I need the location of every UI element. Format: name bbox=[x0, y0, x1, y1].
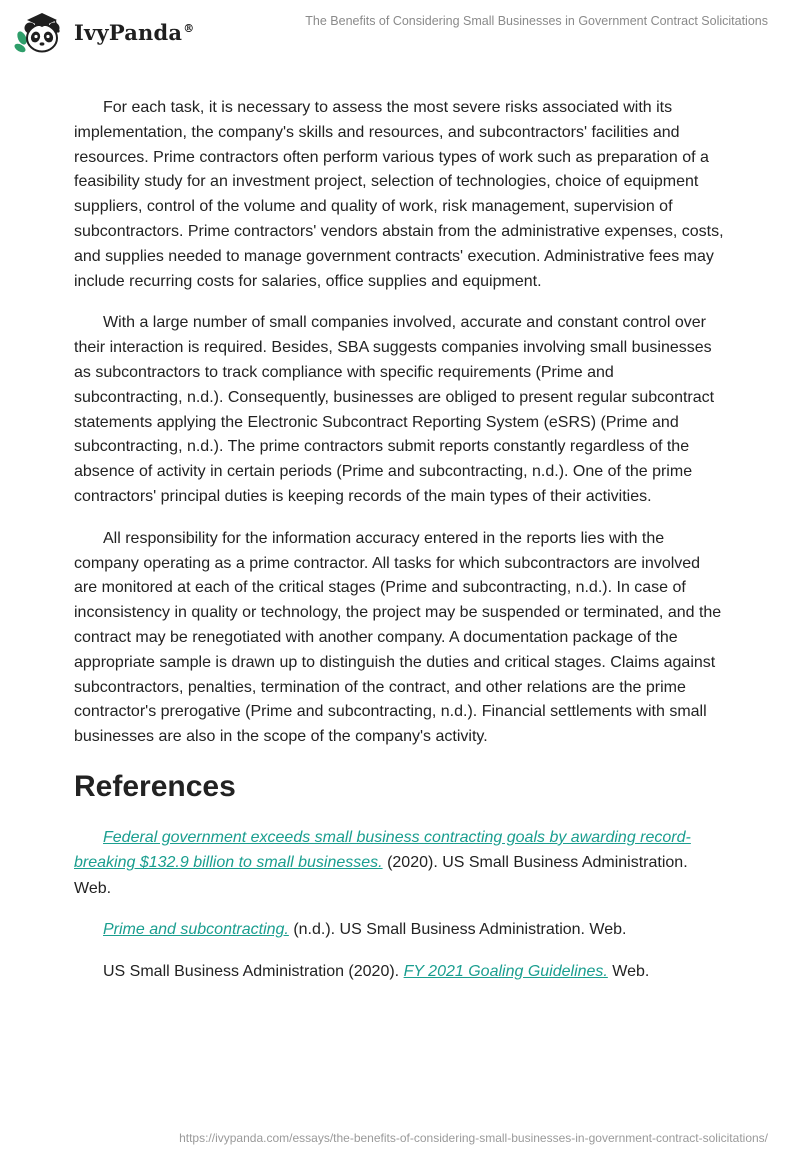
reference-item bbox=[74, 959, 726, 985]
reference-item bbox=[74, 825, 726, 902]
document-title: The Benefits of Considering Small Businesses in Government Contract Solicitations bbox=[305, 14, 768, 28]
reference-link[interactable]: Prime and subcontracting. bbox=[103, 921, 289, 939]
reference-suffix: (2020). US Small Business Administration. Web. bbox=[74, 854, 688, 897]
reference-link[interactable]: FY 2021 Goaling Guidelines. bbox=[403, 962, 608, 980]
panda-graduate-icon bbox=[14, 8, 68, 56]
body-paragraph: For each task, it is necessary to assess the most severe risks associated with its implementation, the company's skills and resources, and subcontractors' facilities and resources. Prime contractors often perform various types of work such as preparation of a feasibility study for an investment project, selection of technologies, choice of equipment suppliers, control of the volume and quality of work, risk management, supervision of subcontractors. Prime contractors' vendors abstain from the administrative expenses, costs, and supplies needed to manage government contracts' execution. Administrative fees may include recurring costs for salaries, office supplies and equipment. bbox=[74, 99, 724, 290]
footer-source-url[interactable]: https://ivypanda.com/essays/the-benefits-of-considering-small-businesses-in-government-contract-solicitations/ bbox=[179, 1131, 768, 1145]
reference-prefix: US Small Business Administration (2020). bbox=[103, 962, 404, 980]
page-header bbox=[0, 0, 800, 62]
body-paragraph: All responsibility for the information accuracy entered in the reports lies with the company operating as a prime contractor. All tasks for which subcontractors are involved are monitored at each of the critical stages (Prime and subcontracting, n.d.). In case of inconsistency in quality or technology, the project may be suspended or terminated, and the contract may be renegotiated with another company. A documentation package of the appropriate sample is drawn up to distinguish the duties and critical stages. Claims against subcontractors, penalties, termination of the contract, and other relations are the prime contractor's prerogative (Prime and subcontracting, n.d.). Financial settlements with small businesses are also in the scope of the company's activity. bbox=[74, 529, 722, 746]
essay-body bbox=[74, 96, 726, 1000]
brand-name: IvyPanda® bbox=[74, 19, 195, 45]
body-paragraph: With a large number of small companies involved, accurate and constant control over their interaction is required. Besides, SBA suggests companies involving small businesses as subcontractors to track compliance with specific requirements (Prime and subcontracting, n.d.). Consequently, businesses are obliged to present regular subcontract statements applying the Electronic Subcontract Reporting System (eSRS) (Prime and subcontracting, n.d.). The prime contractors submit reports constantly regardless of the absence of activity in certain periods (Prime and subcontracting, n.d.). One of the prime contractors' principal duties is keeping records of the main types of their activities. bbox=[74, 314, 715, 505]
references-heading: References bbox=[74, 769, 236, 803]
reference-link[interactable]: Federal government exceeds small business contracting goals by awarding record-breaking $132.9 billion to small businesses. bbox=[74, 828, 691, 872]
reference-suffix: (n.d.). US Small Business Administration. Web. bbox=[288, 921, 627, 939]
reference-suffix: Web. bbox=[607, 962, 650, 980]
reference-item bbox=[74, 917, 726, 943]
ivypanda-logo[interactable] bbox=[14, 8, 194, 56]
registered-mark: ® bbox=[183, 21, 195, 35]
